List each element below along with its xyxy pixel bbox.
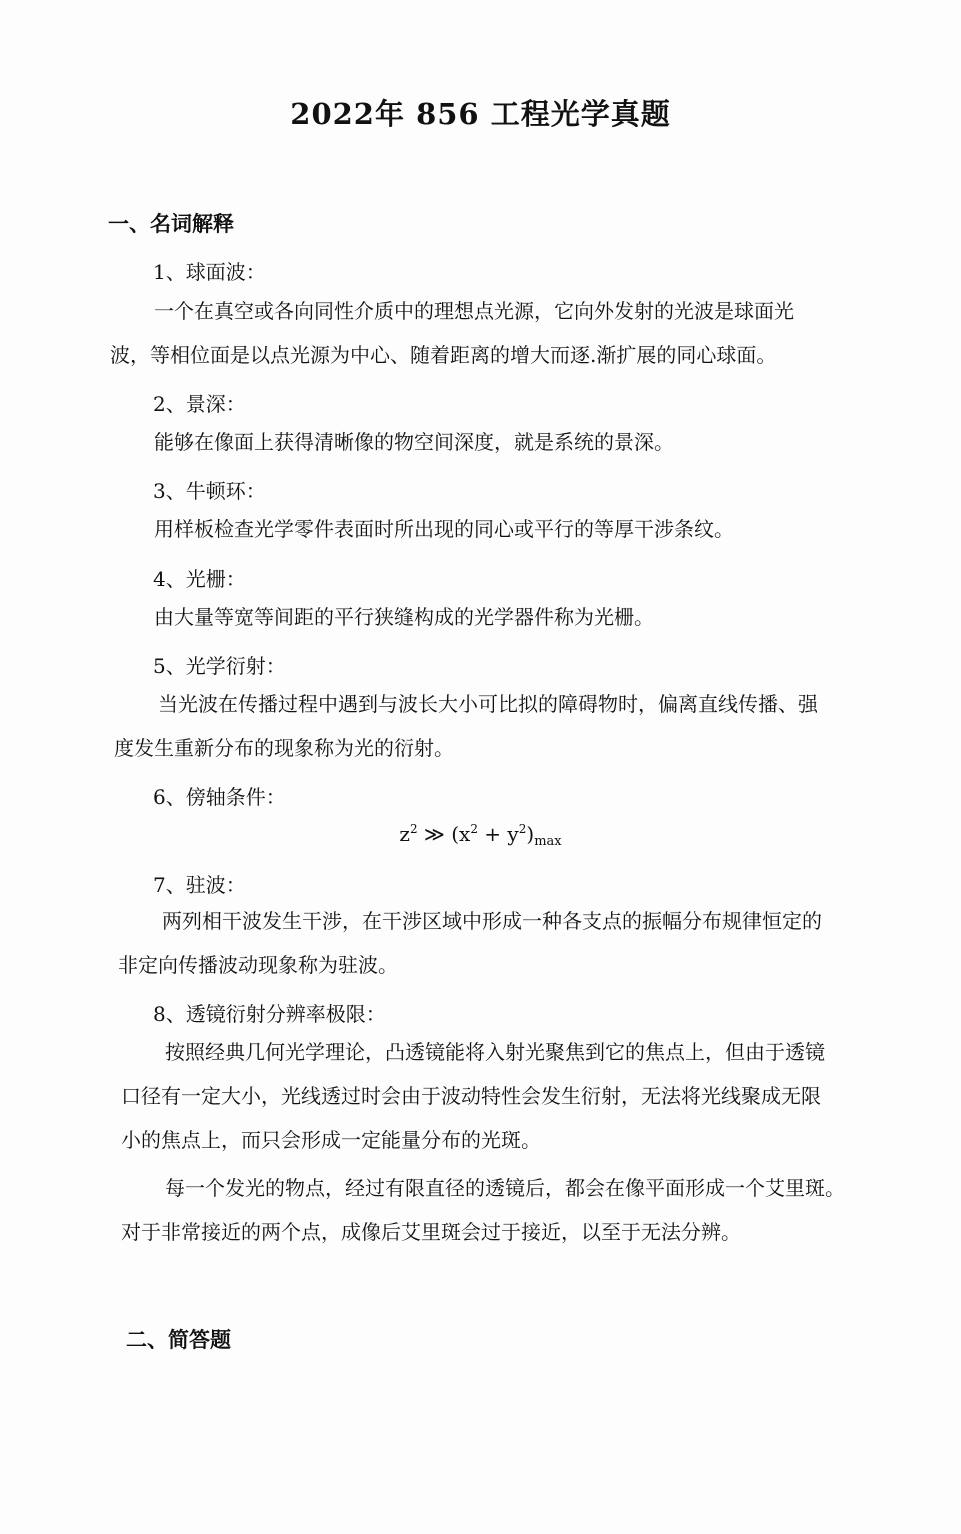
definition-line: 口径有一定大小，光线透过时会由于波动特性会发生衍射，无法将光线聚成无限	[121, 1084, 821, 1108]
term-heading-depth-of-field: 2、景深：	[153, 392, 246, 416]
definition-line: 按照经典几何光学理论，凸透镜能将入射光聚焦到它的焦点上，但由于透镜	[165, 1040, 825, 1064]
definition-line: 用样板检查光学零件表面时所出现的同心或平行的等厚干涉条纹。	[154, 517, 734, 541]
term-heading-optical-diffraction: 5、光学衍射：	[153, 654, 286, 678]
term-definition-newton-rings	[154, 507, 734, 551]
term-heading-newton-rings: 3、牛顿环：	[153, 479, 266, 503]
definition-line: 小的焦点上，而只会形成一定能量分布的光斑。	[121, 1128, 541, 1152]
term-definition-airy-disk	[121, 1166, 845, 1254]
term-definition-spherical-wave	[110, 289, 794, 377]
definition-line: 对于非常接近的两个点，成像后艾里斑会过于接近，以至于无法分辨。	[121, 1220, 741, 1244]
definition-line: 由大量等宽等间距的平行狭缝构成的光学器件称为光栅。	[154, 605, 654, 629]
definition-line: 两列相干波发生干涉，在干涉区域中形成一种各支点的振幅分布规律恒定的	[162, 909, 822, 933]
definition-line: 度发生重新分布的现象称为光的衍射。	[114, 736, 454, 760]
definition-line: 每一个发光的物点，经过有限直径的透镜后，都会在像平面形成一个艾里斑。	[165, 1176, 845, 1200]
term-definition-grating	[154, 595, 654, 639]
section-heading-short-answer: 二、简答题	[126, 1327, 231, 1352]
paraxial-formula: $z^2$ ≫ $(x^2 + y^2)_{max}$	[399, 822, 562, 849]
definition-line: 波，等相位面是以点光源为中心、随着距离的增大而逐.渐扩展的同心球面。	[110, 343, 777, 367]
definition-line: 非定向传播波动现象称为驻波。	[118, 953, 398, 977]
term-heading-paraxial-condition: 6、傍轴条件：	[153, 785, 286, 809]
term-definition-lens-resolution-limit	[121, 1030, 825, 1162]
definition-line: 一个在真空或各向同性介质中的理想点光源，它向外发射的光波是球面光	[154, 299, 794, 323]
term-heading-grating: 4、光栅：	[153, 567, 246, 591]
page-title: 2022年 856 工程光学真题	[290, 97, 671, 131]
term-heading-lens-resolution-limit: 8、透镜衍射分辨率极限：	[153, 1002, 386, 1026]
definition-line: 能够在像面上获得清晰像的物空间深度，就是系统的景深。	[154, 430, 674, 454]
section-heading-terms: 一、名词解释	[108, 211, 234, 236]
term-definition-depth-of-field	[154, 420, 674, 464]
definition-line: 当光波在传播过程中遇到与波长大小可比拟的障碍物时，偏离直线传播、强	[158, 692, 818, 716]
term-definition-standing-wave	[118, 899, 822, 987]
term-heading-spherical-wave: 1、球面波：	[153, 260, 266, 284]
term-definition-optical-diffraction	[114, 682, 818, 770]
term-heading-standing-wave: 7、驻波：	[153, 873, 246, 897]
